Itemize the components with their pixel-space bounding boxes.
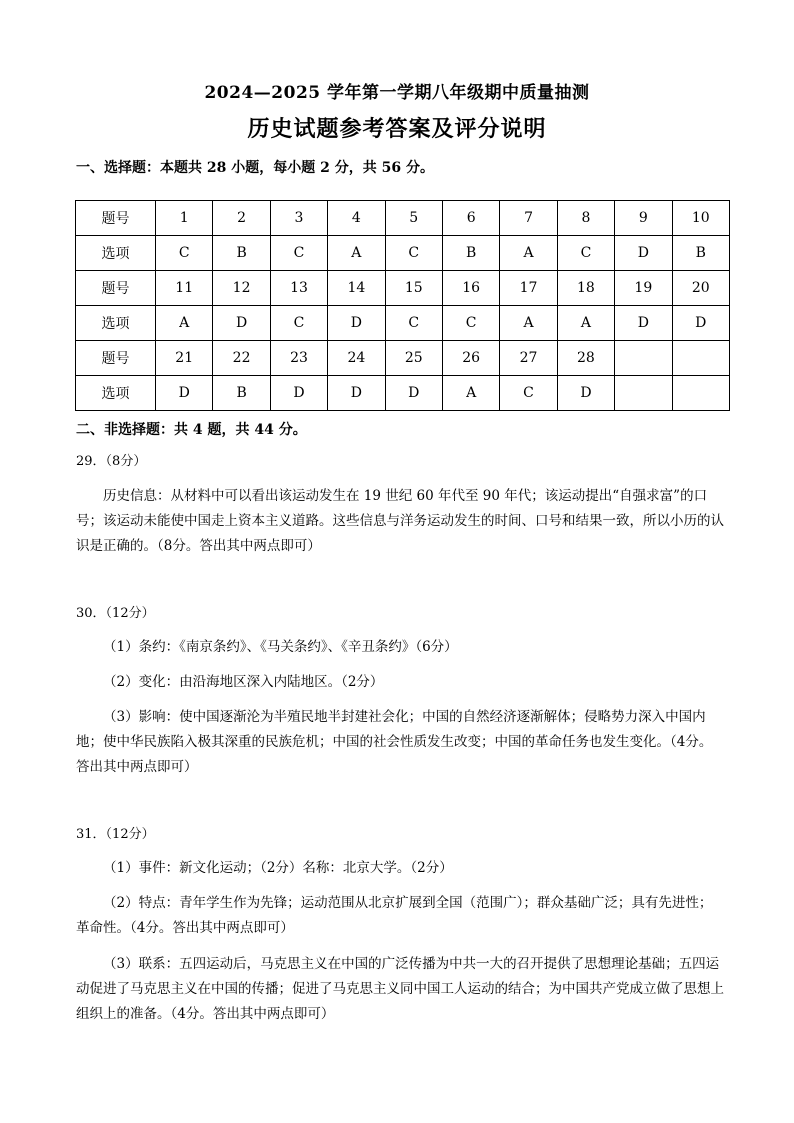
question-number-cell: 18 bbox=[557, 271, 614, 306]
row-label-option: 选项 bbox=[76, 306, 156, 341]
exam-title: 2024—2025 学年第一学期八年级期中质量抽测 bbox=[204, 83, 590, 103]
answer-option-cell: C bbox=[557, 236, 614, 271]
question-number-cell: 28 bbox=[557, 341, 614, 376]
question-number-cell: 3 bbox=[270, 201, 327, 236]
q31-item2: （2）特点：青年学生作为先锋；运动范围从北京扩展到全国（范围广）；群众基础广泛；具有先进性；革命性。（4分。答出其中两点即可） bbox=[76, 895, 713, 936]
answer-option-cell: C bbox=[500, 376, 557, 411]
question-number-cell bbox=[672, 341, 729, 376]
table-row-numbers bbox=[76, 201, 730, 236]
answer-option-cell: C bbox=[442, 306, 499, 341]
answer-option-cell: C bbox=[270, 306, 327, 341]
question-number-cell: 25 bbox=[385, 341, 442, 376]
answer-option-cell: A bbox=[557, 306, 614, 341]
row-label-number: 题号 bbox=[76, 271, 156, 306]
table-row-answers bbox=[76, 376, 730, 411]
table-row-answers bbox=[76, 306, 730, 341]
question-number-cell: 5 bbox=[385, 201, 442, 236]
question-number-cell: 9 bbox=[615, 201, 672, 236]
q29-label: 29．（8分） bbox=[76, 454, 147, 469]
question-number-cell: 7 bbox=[500, 201, 557, 236]
answer-option-cell: D bbox=[328, 376, 385, 411]
answer-option-cell: C bbox=[270, 236, 327, 271]
question-number-cell: 2 bbox=[213, 201, 270, 236]
answer-option-cell: C bbox=[385, 236, 442, 271]
table-row-answers bbox=[76, 236, 730, 271]
question-number-cell: 21 bbox=[156, 341, 213, 376]
answer-option-cell bbox=[672, 376, 729, 411]
answer-option-cell: C bbox=[385, 306, 442, 341]
question-number-cell: 4 bbox=[328, 201, 385, 236]
answer-option-cell: D bbox=[213, 306, 270, 341]
question-number-cell: 1 bbox=[156, 201, 213, 236]
question-number-cell: 12 bbox=[213, 271, 270, 306]
question-number-cell: 16 bbox=[442, 271, 499, 306]
question-number-cell: 20 bbox=[672, 271, 729, 306]
document-subtitle: 历史试题参考答案及评分说明 bbox=[247, 116, 547, 142]
section2-heading: 二、非选择题：共 4 题，共 44 分。 bbox=[76, 422, 307, 438]
question-number-cell: 11 bbox=[156, 271, 213, 306]
row-label-option: 选项 bbox=[76, 236, 156, 271]
q29-answer bbox=[76, 484, 724, 559]
q31-item1: （1）事件：新文化运动；（2分）名称：北京大学。（2分） bbox=[103, 860, 453, 876]
table-row-numbers bbox=[76, 341, 730, 376]
question-number-cell: 24 bbox=[328, 341, 385, 376]
answer-option-cell: B bbox=[442, 236, 499, 271]
question-number-cell: 22 bbox=[213, 341, 270, 376]
row-label-number: 题号 bbox=[76, 201, 156, 236]
answer-option-cell: A bbox=[500, 236, 557, 271]
question-number-cell bbox=[615, 341, 672, 376]
answer-option-cell: C bbox=[156, 236, 213, 271]
question-number-cell: 27 bbox=[500, 341, 557, 376]
answer-option-cell: D bbox=[270, 376, 327, 411]
question-number-cell: 10 bbox=[672, 201, 729, 236]
answer-option-cell bbox=[615, 376, 672, 411]
answer-option-cell: D bbox=[385, 376, 442, 411]
q30-item1: （1）条约：《南京条约》、《马关条约》、《辛丑条约》（6分） bbox=[103, 639, 458, 655]
row-label-number: 题号 bbox=[76, 341, 156, 376]
section1-heading: 一、选择题：本题共 28 小题，每小题 2 分，共 56 分。 bbox=[76, 160, 434, 176]
q31-label: 31．（12分） bbox=[76, 827, 155, 842]
answer-table bbox=[75, 200, 730, 411]
answer-option-cell: D bbox=[557, 376, 614, 411]
answer-option-cell: B bbox=[213, 376, 270, 411]
answer-option-cell: A bbox=[156, 306, 213, 341]
question-number-cell: 6 bbox=[442, 201, 499, 236]
q30-label: 30．（12分） bbox=[76, 606, 155, 621]
question-number-cell: 8 bbox=[557, 201, 614, 236]
q30-item3: （3）影响：使中国逐渐沦为半殖民地半封建社会化；中国的自然经济逐渐解体；侵略势力深入中国内地；使中华民族陷入极其深重的民族危机；中国的社会性质发生改变；中国的革命任务也发生变化。（4分。答出其中两点即可） bbox=[76, 709, 713, 775]
answer-option-cell: A bbox=[442, 376, 499, 411]
q29-answer-text: 历史信息：从材料中可以看出该运动发生在 19 世纪 60 年代至 90 年代；该运动提出“自强求富”的口号；该运动未能使中国走上资本主义道路。这些信息与洋务运动发生的时间、口号和结果一致，所以小历的认识是正确的。（8分。答出其中两点即可） bbox=[76, 488, 724, 554]
answer-option-cell: D bbox=[328, 306, 385, 341]
answer-option-cell: D bbox=[156, 376, 213, 411]
answer-option-cell: A bbox=[328, 236, 385, 271]
question-number-cell: 15 bbox=[385, 271, 442, 306]
question-number-cell: 26 bbox=[442, 341, 499, 376]
question-number-cell: 17 bbox=[500, 271, 557, 306]
answer-option-cell: A bbox=[500, 306, 557, 341]
q30-item2: （2）变化：由沿海地区深入内陆地区。（2分） bbox=[103, 674, 384, 690]
answer-option-cell: D bbox=[672, 306, 729, 341]
answer-option-cell: D bbox=[615, 306, 672, 341]
answer-option-cell: D bbox=[615, 236, 672, 271]
row-label-option: 选项 bbox=[76, 376, 156, 411]
q31-item3: （3）联系：五四运动后，马克思主义在中国的广泛传播为中共一大的召开提供了思想理论基础；五四运动促进了马克思主义在中国的传播；促进了马克思主义同中国工人运动的结合；为中国共产党成立做了思想上组织上的准备。（4分。答出其中两点即可） bbox=[76, 956, 724, 1022]
question-number-cell: 13 bbox=[270, 271, 327, 306]
answer-option-cell: B bbox=[672, 236, 729, 271]
question-number-cell: 19 bbox=[615, 271, 672, 306]
table-row-numbers bbox=[76, 271, 730, 306]
question-number-cell: 14 bbox=[328, 271, 385, 306]
question-number-cell: 23 bbox=[270, 341, 327, 376]
answer-option-cell: B bbox=[213, 236, 270, 271]
